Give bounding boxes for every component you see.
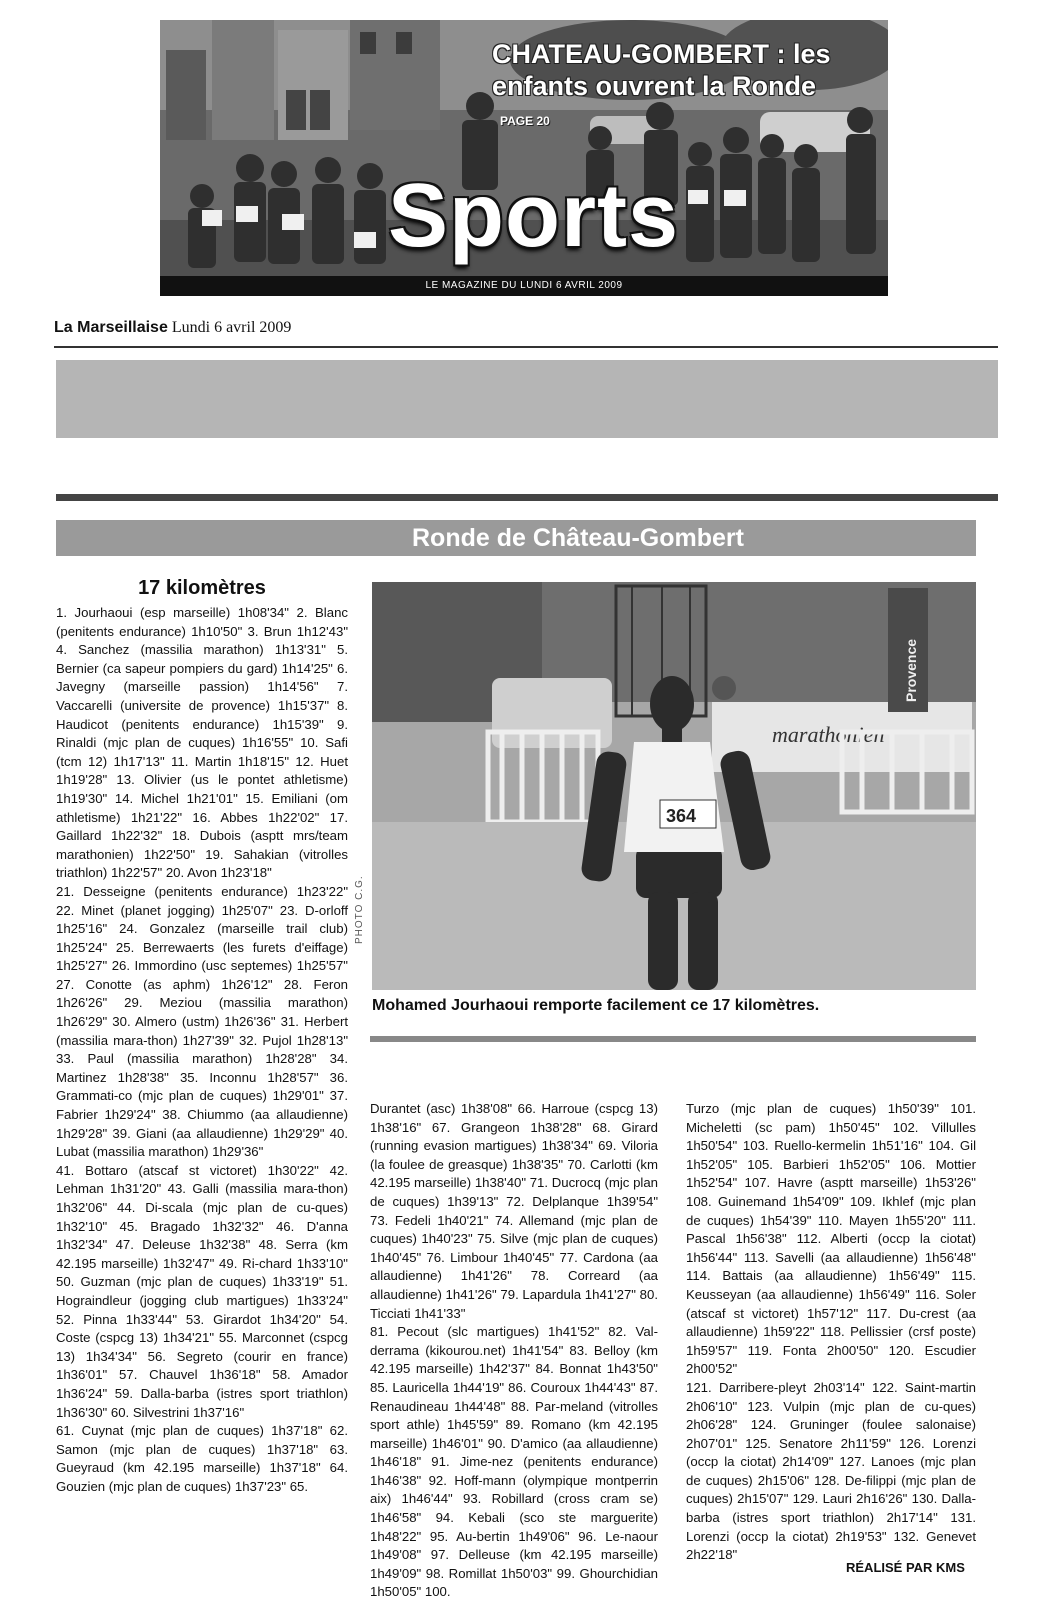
results-paragraph: 121. Darribere-pleyt 2h03'14" 122. Saint-martin 2h06'10" 123. Vulpin (mjc plan de cu-ques) 2h06'28" 124. Gruninger (foulee salonaise) 2h07'01" 125. Senatore 2h11'59" 126. Lorenzi (occp la ciotat) 2h14'09" 127. Lanoes (mjc plan de cuques) 2h15'06" 128. De-filippi (mjc plan de cuques) 2h15'07" 129. Lauri 2h16'26" 130. Dalla-barba (istres sport triathlon) 2h17'14" 131. Lorenzi (occp la ciotat) 2h19'53" 132. Genevet 2h22'18" bbox=[686, 1379, 976, 1563]
masthead bbox=[54, 316, 998, 340]
banner-headline-line1: CHATEAU-GOMBERT : les bbox=[492, 39, 831, 69]
results-paragraph: 1. Jourhaoui (esp marseille) 1h08'34" 2. Blanc (penitents endurance) 1h10'50" 3. Brun 1h12'43" 4. Sanchez (massilia marathon) 1h13'31" 5. Bernier (ca sapeur pompiers du gard) 1h14'25" 6. Javegny (marseille passion) 1h14'56" 7. Vaccarelli (universite de provence) 1h15'37" 8. Haudicot (penitents endurance) 1h15'39" 9. Rinaldi (mjc plan de cuques) 1h16'55" 10. Safi (tcm 12) 1h17'13" 11. Martin 1h18'15" 12. Huet 1h19'28" 13. Olivier (us le pontet athletisme) 1h19'30" 14. Michel 1h21'01" 15. Emiliani (om athletisme) 1h21'22" 16. Abbes 1h22'02" 17. Gaillard 1h22'32" 18. Dubois (asptt mrs/team marathonien) 1h22'50" 19. Sahakian (vitrolles triathlon) 1h22'57" 20. Avon 1h23'18" bbox=[56, 605, 348, 881]
newspaper-page bbox=[40, 308, 998, 1600]
results-column-1 bbox=[56, 604, 348, 1497]
masthead-rule bbox=[54, 346, 998, 348]
sponsor-text: Provence bbox=[903, 638, 919, 702]
banner-text: marathonien bbox=[772, 722, 885, 747]
results-paragraph: 21. Desseigne (penitents endurance) 1h23'22" 22. Minet (planet jogging) 1h25'07" 23. D-orloff 1h25'16" 24. Gonzalez (marseille trail club) 1h25'24" 25. Berrewaerts (les furets d'eiffage) 1h25'27" 26. Immordino (usc septemes) 1h25'57" 27. Conotte (as aphm) 1h26'12" 28. Feron 1h26'26" 29. Meziou (massilia marathon) 1h26'29" 30. Almero (ustm) 1h26'36" 31. Herbert (massilia mara-thon) 1h27'39" 32. Pujol 1h28'13" 33. Paul (massilia marathon) 1h28'28" 34. Martinez 1h28'38" 35. Inconnu 1h28'57" 36. Grammati-co (mjc plan de cuques) 1h29'01" 37. Fabrier 1h29'24" 38. Chiummo (aa allaudienne) 1h29'28" 39. Giani (aa allaudienne) 1h29'29" 40. Lubat (massilia marathon) 1h29'36" bbox=[56, 883, 348, 1160]
race-photo-image bbox=[372, 582, 976, 990]
section-title: Ronde de Château-Gombert bbox=[412, 524, 744, 552]
masthead-date: Lundi 6 avril 2009 bbox=[171, 319, 292, 336]
banner-headline bbox=[492, 38, 880, 102]
results-paragraph: 61. Cuynat (mjc plan de cuques) 1h37'18" 62. Samon (mjc plan de cuques) 1h37'18" 63. Gueyraud (km 42.195 marseille) 1h37'18" 64. Gouzien (mjc plan de cuques) 1h37'23" 65. bbox=[56, 1423, 348, 1494]
results-paragraph: 81. Pecout (slc martigues) 1h41'52" 82. Val-derrama (kikourou.net) 1h41'54" 83. Belloy (km 42.195 marseille) 1h42'37" 84. Bonnat 1h43'50" 85. Lauricella 1h44'19" 86. Couroux 1h44'43" 87. Renaudineau 1h44'48" 88. Par-meland (vitrolles sport athle) 1h45'59" 89. Romano (km 42.195 marseille) 1h46'01" 90. D'amico (aa allaudienne) 1h46'18" 91. Jime-nez (penitents endurance) 1h46'38" 92. Hoff-mann (olympique montperrin aix) 1h46'44" 93. Robillard (cross cram se) 1h46'58" 94. Kebali (sco ste marguerite) 1h48'22" 95. Au-bertin 1h49'06" 96. Le-naour 1h49'08" 97. Delleuse (km 42.195 marseille) 1h49'09" 98. Romillat 1h50'03" 99. Ghourchidian 1h50'05" 100. bbox=[370, 1324, 658, 1600]
banner-title: Sports bbox=[388, 166, 680, 266]
banner-caption: LE MAGAZINE DU LUNDI 6 AVRIL 2009 bbox=[160, 276, 888, 296]
section-rule bbox=[56, 494, 998, 501]
results-column-3 bbox=[686, 1100, 976, 1565]
banner-headline-line2: enfants ouvrent la Ronde bbox=[492, 71, 817, 101]
magazine-banner bbox=[160, 20, 888, 296]
results-paragraph: 41. Bottaro (atscaf st victoret) 1h30'22" 42. Lehman 1h31'20" 43. Galli (massilia mara-thon) 1h32'06" 44. Di-scala (mjc plan de cu-ques) 1h32'10" 45. Bragado 1h32'32" 46. D'anna 1h32'34" 47. Deleuse 1h32'38" 48. Serra (km 42.195 marseille) 1h32'47" 49. Ri-chard 1h33'10" 50. Guzman (mjc plan de cuques) 1h33'19" 51. Hograindleur (jogging club martigues) 1h33'24" 52. Pinna 1h33'44" 53. Girardot 1h34'20" 54. Coste (cspcg 13) 1h34'21" 55. Marconnet (cspcg 13) 1h34'34" 56. Segreto (courir en france) 1h36'01" 57. Chauvel 1h36'18" 58. Amador 1h36'24" 59. Dalla-barba (istres sport triathlon) 1h36'30" 60. Silvestrini 1h37'16" bbox=[56, 1162, 348, 1420]
caption-rule bbox=[370, 1036, 976, 1042]
section-title-bar bbox=[56, 520, 976, 556]
results-paragraph: Durantet (asc) 1h38'08" 66. Harroue (cspcg 13) 1h38'16" 67. Grangeon 1h38'28" 68. Girard (running evasion martigues) 1h38'34" 69. Viloria (la foulee de greasque) 1h38'35" 70. Carlotti (km 42.195 marseille) 1h38'40" 71. Ducrocq (mjc plan de cuques) 1h39'13" 72. Delplanque 1h39'54" 73. Fedeli 1h40'21" 74. Allemand (mjc plan de cuques) 1h40'23" 75. Silve (mjc plan de cuques) 1h40'45" 76. Limbour 1h40'45" 77. Cardona (aa allaudienne) 1h41'26" 78. Correard (aa allaudienne) 1h41'26" 79. Lapardula 1h41'27" 80. Ticciati 1h41'33" bbox=[370, 1101, 658, 1321]
banner-page-ref: PAGE 20 bbox=[500, 114, 550, 128]
results-column-2 bbox=[370, 1100, 658, 1602]
masthead-paper: La Marseillaise bbox=[54, 319, 168, 336]
results-paragraph: Turzo (mjc plan de cuques) 1h50'39" 101. Micheletti (sc pam) 1h50'45" 102. Villulles 1h50'54" 103. Ruello-kermelin 1h51'16" 104. Gil 1h52'05" 105. Barbieri 1h52'05" 106. Mottier 1h52'54" 107. Havre (asptt marseille) 1h53'26" 108. Guinemand 1h54'09" 109. Ikhlef (mjc plan de cuques) 1h54'39" 110. Mayen 1h55'20" 111. Pascal 1h56'38" 112. Alberti (occp la ciotat) 1h56'44" 113. Savelli (aa allaudienne) 1h56'48" 114. Battais (aa allaudienne) 1h56'49" 115. Keusseyan (aa allaudienne) 1h56'49" 116. Soler (atscaf st victoret) 1h57'12" 117. Du-crest (aa allaudienne) 1h59'22" 118. Pellissier (crsf poste) 1h59'57" 119. Fonta 2h00'50" 120. Escudier 2h00'52" bbox=[686, 1101, 976, 1377]
bib-number: 364 bbox=[666, 806, 697, 826]
photo-caption: Mohamed Jourhaoui remporte facilement ce 17 kilomètres. bbox=[372, 997, 820, 1014]
article-signature: RÉALISÉ PAR KMS bbox=[846, 1560, 965, 1575]
article-subtitle: 17 kilomètres bbox=[138, 577, 266, 599]
grey-ad-band bbox=[56, 360, 998, 438]
photo-credit: PHOTO C.G. bbox=[354, 875, 365, 944]
race-photo bbox=[372, 582, 976, 990]
